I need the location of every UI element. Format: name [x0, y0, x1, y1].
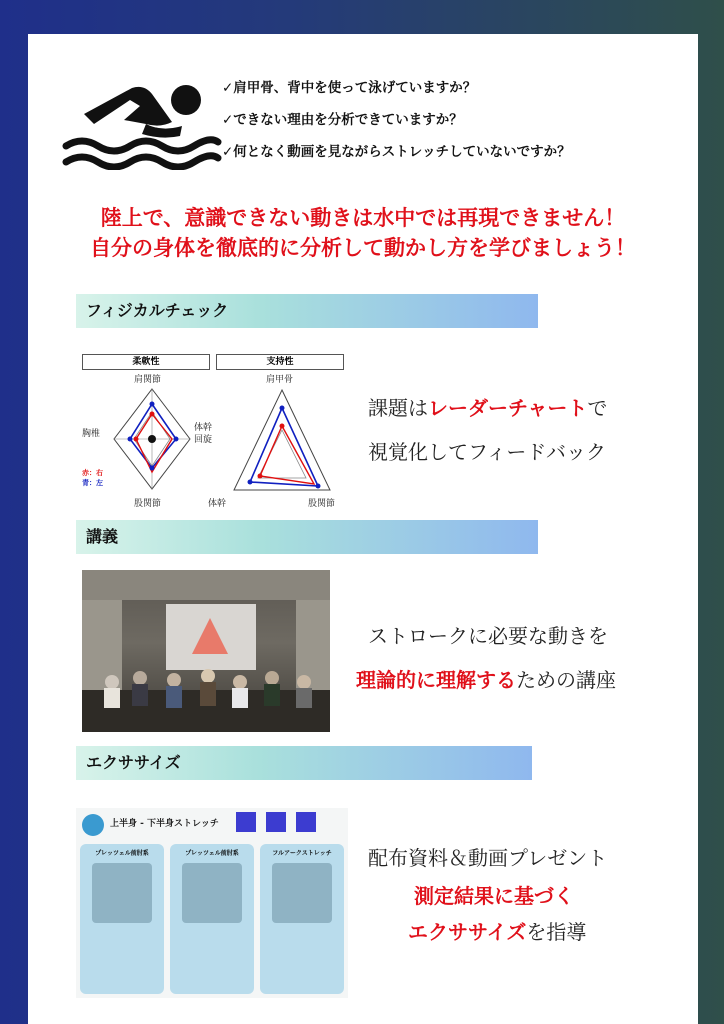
check-item: ✓何となく動画を見ながらストレッチしていないですか？ — [222, 144, 571, 160]
handout-title: 上半身 - 下半身ストレッチ — [110, 819, 219, 829]
text-span: を指導 — [526, 920, 587, 944]
swimmer-icon — [62, 70, 222, 170]
legend-red: 赤：右 — [82, 469, 103, 477]
axis-label: 股関節 — [134, 499, 162, 509]
handout-preview — [76, 808, 348, 998]
section-physical-check: フィジカルチェック — [76, 294, 538, 328]
headline-line-2: 自分の身体を徹底的に分析して動かし方を学びましょう！ — [90, 236, 636, 260]
axis-label: 体幹 — [194, 423, 213, 433]
exercise-figure — [92, 863, 152, 923]
highlight-span: レーダーチャート — [428, 396, 588, 420]
check-item: ✓肩甲骨、背中を使って泳げていますか？ — [222, 80, 477, 96]
headline-line-1: 陸上で、意識できない動きは水中では再現できません！ — [100, 206, 626, 230]
axis-label: 肩甲骨 — [266, 375, 294, 385]
qr-code-icon — [296, 812, 316, 832]
exercise-figure — [272, 863, 332, 923]
radar-chart-support — [230, 386, 334, 494]
section-exercise: エクササイズ — [76, 746, 532, 780]
highlight-span: エクササイズ — [408, 920, 527, 944]
radar-support — [208, 354, 346, 509]
lecture-photo-illustration — [82, 570, 330, 732]
physical-text-line-2: 視覚化してフィードバック — [368, 440, 606, 464]
text-span: ための講座 — [516, 668, 616, 692]
handout-panel — [80, 844, 164, 994]
axis-label: 股関節 — [308, 499, 336, 509]
legend-blue: 青：左 — [82, 479, 103, 487]
axis-label: 胸椎 — [82, 429, 101, 439]
highlight-span: 理論的に理解する — [356, 668, 516, 692]
stretch-icon — [82, 814, 104, 836]
handout-panel — [260, 844, 344, 994]
text-span: 課題は — [368, 396, 428, 420]
section-lecture: 講義 — [76, 520, 538, 554]
exercise-text-line-2 — [414, 880, 574, 909]
exercise-figure — [182, 863, 242, 923]
radar-title: 支持性 — [216, 354, 344, 370]
lecture-photo — [82, 570, 330, 732]
radar-chart-flexibility — [112, 384, 192, 494]
panel-title: プレッツェル前肘系 — [185, 850, 239, 857]
axis-label: 回旋 — [194, 435, 213, 445]
check-item: ✓できない理由を分析できていますか？ — [222, 112, 463, 128]
physical-text-line-1 — [368, 392, 607, 421]
lecture-text-line-1: ストロークに必要な動きを — [368, 624, 608, 648]
handout-panel — [170, 844, 254, 994]
panel-title: プレッツェル前肘系 — [95, 850, 149, 857]
radar-flexibility — [82, 354, 213, 509]
exercise-text-line-3 — [408, 916, 586, 945]
axis-label: 肩関節 — [134, 375, 162, 385]
radar-title: 柔軟性 — [82, 354, 210, 370]
flyer-card — [28, 34, 698, 1024]
qr-code-icon — [236, 812, 256, 832]
axis-label: 体幹 — [208, 499, 227, 509]
check-list — [222, 74, 692, 170]
highlight-span: 測定結果に基づく — [414, 884, 574, 908]
panel-title: フルアークストレッチ — [272, 850, 332, 857]
exercise-text-line-1: 配布資料＆動画プレゼント — [368, 846, 608, 870]
lecture-text-line-2 — [356, 664, 616, 693]
text-span: で — [587, 396, 608, 420]
qr-code-icon — [266, 812, 286, 832]
